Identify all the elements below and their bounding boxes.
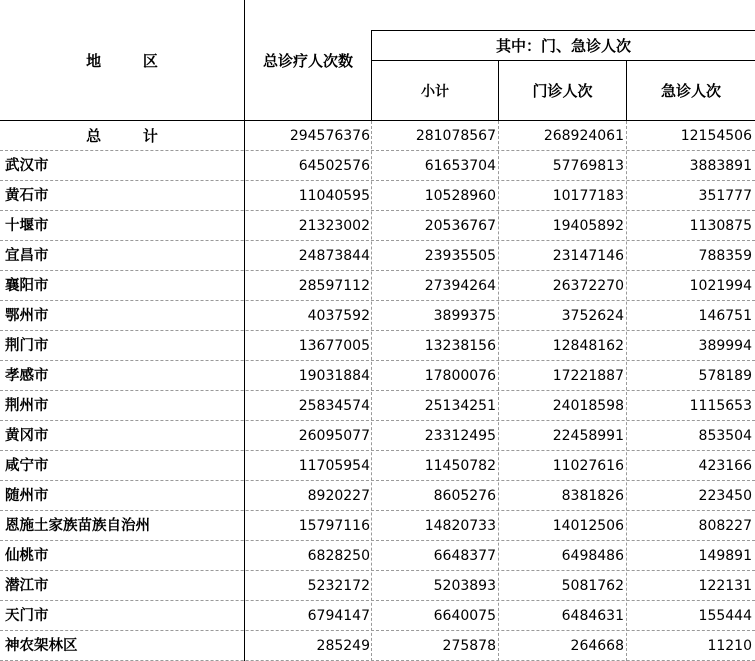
region-value: 6648377	[433, 548, 496, 564]
region-value: 3899375	[433, 308, 496, 324]
region-value: 15797116	[298, 518, 370, 534]
region-value: 20536767	[424, 218, 496, 234]
region-name: 随州市	[5, 488, 49, 504]
grid-line	[371, 30, 755, 31]
region-name: 黄冈市	[5, 428, 49, 444]
region-value: 8605276	[433, 488, 496, 504]
region-value: 21323002	[298, 218, 370, 234]
region-value: 122131	[698, 578, 752, 594]
region-value: 19405892	[552, 218, 624, 234]
region-value: 14820733	[424, 518, 496, 534]
region-value: 8381826	[561, 488, 624, 504]
region-value: 8920227	[307, 488, 370, 504]
region-value: 23312495	[424, 428, 496, 444]
region-value: 14012506	[552, 518, 624, 534]
total-row-value: 12154506	[680, 128, 752, 144]
region-value: 17800076	[424, 368, 496, 384]
region-value: 19031884	[298, 368, 370, 384]
grid-line	[498, 60, 499, 121]
region-value: 3752624	[561, 308, 624, 324]
region-value: 25834574	[298, 398, 370, 414]
region-value: 11210	[707, 638, 752, 654]
region-value: 264668	[570, 638, 624, 654]
region-value: 28597112	[298, 278, 370, 294]
region-name: 宜昌市	[5, 248, 49, 264]
region-value: 57769813	[552, 158, 624, 174]
region-value: 5081762	[561, 578, 624, 594]
total-row-value: 281078567	[415, 128, 496, 144]
total-row-value: 268924061	[543, 128, 624, 144]
region-value: 11040595	[298, 188, 370, 204]
region-value: 6794147	[307, 608, 370, 624]
total-row-value: 294576376	[289, 128, 370, 144]
region-value: 155444	[698, 608, 752, 624]
region-value: 26095077	[298, 428, 370, 444]
region-name: 荆门市	[5, 338, 49, 354]
region-value: 25134251	[424, 398, 496, 414]
region-value: 27394264	[424, 278, 496, 294]
header-emergency: 急诊人次	[660, 82, 721, 100]
region-name: 仙桃市	[5, 548, 49, 564]
region-value: 10528960	[424, 188, 496, 204]
region-name: 恩施土家族苗族自治州	[5, 518, 150, 534]
region-value: 5203893	[433, 578, 496, 594]
region-value: 275878	[442, 638, 496, 654]
region-name: 黄石市	[5, 188, 49, 204]
region-value: 5232172	[307, 578, 370, 594]
region-value: 64502576	[298, 158, 370, 174]
region-name: 咸宁市	[5, 458, 49, 474]
region-value: 26372270	[552, 278, 624, 294]
header-subtotal: 小计	[421, 83, 449, 100]
region-name: 襄阳市	[5, 278, 49, 294]
region-value: 4037592	[307, 308, 370, 324]
region-value: 10177183	[552, 188, 624, 204]
region-value: 6640075	[433, 608, 496, 624]
region-value: 12848162	[552, 338, 624, 354]
region-name: 孝感市	[5, 368, 49, 384]
region-value: 285249	[316, 638, 370, 654]
region-value: 149891	[698, 548, 752, 564]
region-value: 351777	[698, 188, 752, 204]
region-name: 神农架林区	[5, 638, 78, 654]
total-row-label: 总 计	[86, 127, 158, 145]
region-name: 十堰市	[5, 218, 49, 234]
region-name: 鄂州市	[5, 308, 49, 324]
region-name: 天门市	[5, 608, 49, 624]
region-value: 24873844	[298, 248, 370, 264]
region-value: 808227	[698, 518, 752, 534]
region-value: 1130875	[689, 218, 752, 234]
region-value: 23147146	[552, 248, 624, 264]
region-value: 788359	[698, 248, 752, 264]
region-value: 1115653	[689, 398, 752, 414]
region-value: 11705954	[298, 458, 370, 474]
region-value: 3883891	[689, 158, 752, 174]
region-value: 6498486	[561, 548, 624, 564]
region-value: 11450782	[424, 458, 496, 474]
header-group-outpatient-emergency: 其中：门、急诊人次	[495, 36, 631, 55]
region-value: 853504	[698, 428, 752, 444]
region-value: 578189	[698, 368, 752, 384]
region-name: 荆州市	[5, 398, 49, 414]
region-value: 24018598	[552, 398, 624, 414]
region-value: 17221887	[552, 368, 624, 384]
region-value: 146751	[698, 308, 752, 324]
region-value: 1021994	[689, 278, 752, 294]
grid-line	[371, 30, 372, 121]
region-value: 61653704	[424, 158, 496, 174]
region-value: 13238156	[424, 338, 496, 354]
region-value: 6484631	[561, 608, 624, 624]
header-total-visits: 总诊疗人次数	[262, 51, 353, 70]
grid-line	[626, 60, 627, 121]
region-name: 潜江市	[5, 578, 49, 594]
region-value: 423166	[698, 458, 752, 474]
region-value: 223450	[698, 488, 752, 504]
region-name: 武汉市	[5, 158, 49, 174]
region-value: 11027616	[552, 458, 624, 474]
region-value: 6828250	[307, 548, 370, 564]
header-outpatient: 门诊人次	[532, 82, 593, 100]
region-value: 13677005	[298, 338, 370, 354]
grid-line	[371, 60, 755, 61]
header-region: 地 区	[86, 51, 158, 70]
region-value: 22458991	[552, 428, 624, 444]
region-value: 23935505	[424, 248, 496, 264]
region-value: 389994	[698, 338, 752, 354]
